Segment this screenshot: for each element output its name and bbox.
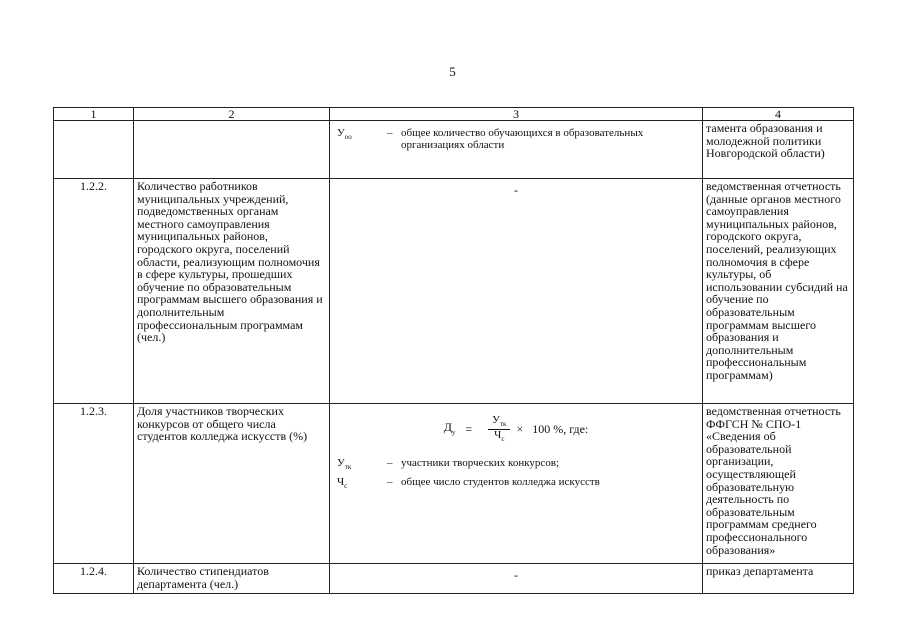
source-cell: приказ департамента — [703, 564, 854, 594]
indicator-cell: Количество стипендиатов департамента (чел.) — [134, 564, 330, 594]
formula — [333, 415, 699, 443]
numerator-subscript: тк — [499, 420, 507, 429]
method-cell — [330, 179, 703, 404]
method-cell — [330, 564, 703, 594]
table-row — [54, 179, 854, 404]
formula-variable — [333, 127, 699, 151]
source-cell: ведомственная отчетность ФФГСН № СПО-1 «Сведения об образовательной организации, осуществляющей образовательную деятельность по образовательным программам среднего профессионального образования» — [703, 404, 854, 564]
row-number-cell: 1.2.2. — [54, 179, 134, 404]
table-row — [54, 121, 854, 179]
variable-description: участники творческих конкурсов; — [401, 457, 560, 470]
variable-symbol: У — [337, 457, 345, 470]
table-row — [54, 404, 854, 564]
header-col-1: 1 — [54, 108, 134, 121]
formula-fraction — [488, 415, 510, 443]
header-row — [54, 108, 854, 121]
variable-dash: – — [387, 475, 393, 488]
formula-equals: = — [465, 421, 473, 436]
indicator-cell: Доля участников творческих конкурсов от общего числа студентов колледжа искусств (%) — [134, 404, 330, 564]
indicator-cell: Количество работников муниципальных учреждений, подведомственных органам местного самоуправления муниципальных районов, городского округа, поселений области, реализующим полномочия в сфере культуры, прошедших обучение по образовательным программам высшего образования и дополнительным профессиональным программам (чел.) — [134, 179, 330, 404]
method-cell — [330, 121, 703, 179]
page-number: 5 — [449, 64, 456, 79]
denominator-subscript: с — [501, 434, 505, 443]
variable-dash: – — [387, 127, 393, 139]
variable-description: общее число студентов колледжа искусств — [401, 475, 600, 488]
variable-description: общее количество обучающихся в образовательных организациях области — [401, 127, 644, 152]
header-col-3: 3 — [330, 108, 703, 121]
method-dash: - — [514, 568, 518, 582]
header-col-4: 4 — [703, 108, 854, 121]
variable-dash: – — [387, 457, 393, 470]
indicator-cell — [134, 121, 330, 179]
indicators-table — [53, 107, 854, 594]
method-dash: - — [514, 183, 518, 197]
variable-symbol: У — [337, 127, 345, 139]
source-cell: ведомственная отчетность (данные органов местного самоуправления муниципальных районов, городского округа, поселений, реализующих полномочия в сфере культуры, об использовании субсидий на обучение по образовательным программам высшего образования и дополнительным профессиональным программам) — [703, 179, 854, 404]
variable-subscript: тк — [344, 463, 352, 472]
source-cell: тамента образования и молодежной политики Новгородской области) — [703, 121, 854, 179]
variable-subscript: с — [344, 482, 348, 491]
formula-variable — [333, 476, 699, 491]
formula-lhs-subscript: у — [451, 428, 456, 437]
formula-variable — [333, 457, 699, 472]
fraction-numerator: У — [492, 414, 500, 426]
formula-rest: × 100 %, где: — [516, 421, 589, 436]
method-cell — [330, 404, 703, 564]
header-col-2: 2 — [134, 108, 330, 121]
formula-lhs: Д — [443, 420, 452, 435]
fraction-denominator: Ч — [494, 428, 502, 441]
table-row — [54, 564, 854, 594]
row-number-cell: 1.2.3. — [54, 404, 134, 564]
variable-subscript: оо — [344, 133, 352, 142]
row-number-cell: 1.2.4. — [54, 564, 134, 594]
row-number-cell — [54, 121, 134, 179]
variable-symbol: Ч — [337, 475, 345, 488]
